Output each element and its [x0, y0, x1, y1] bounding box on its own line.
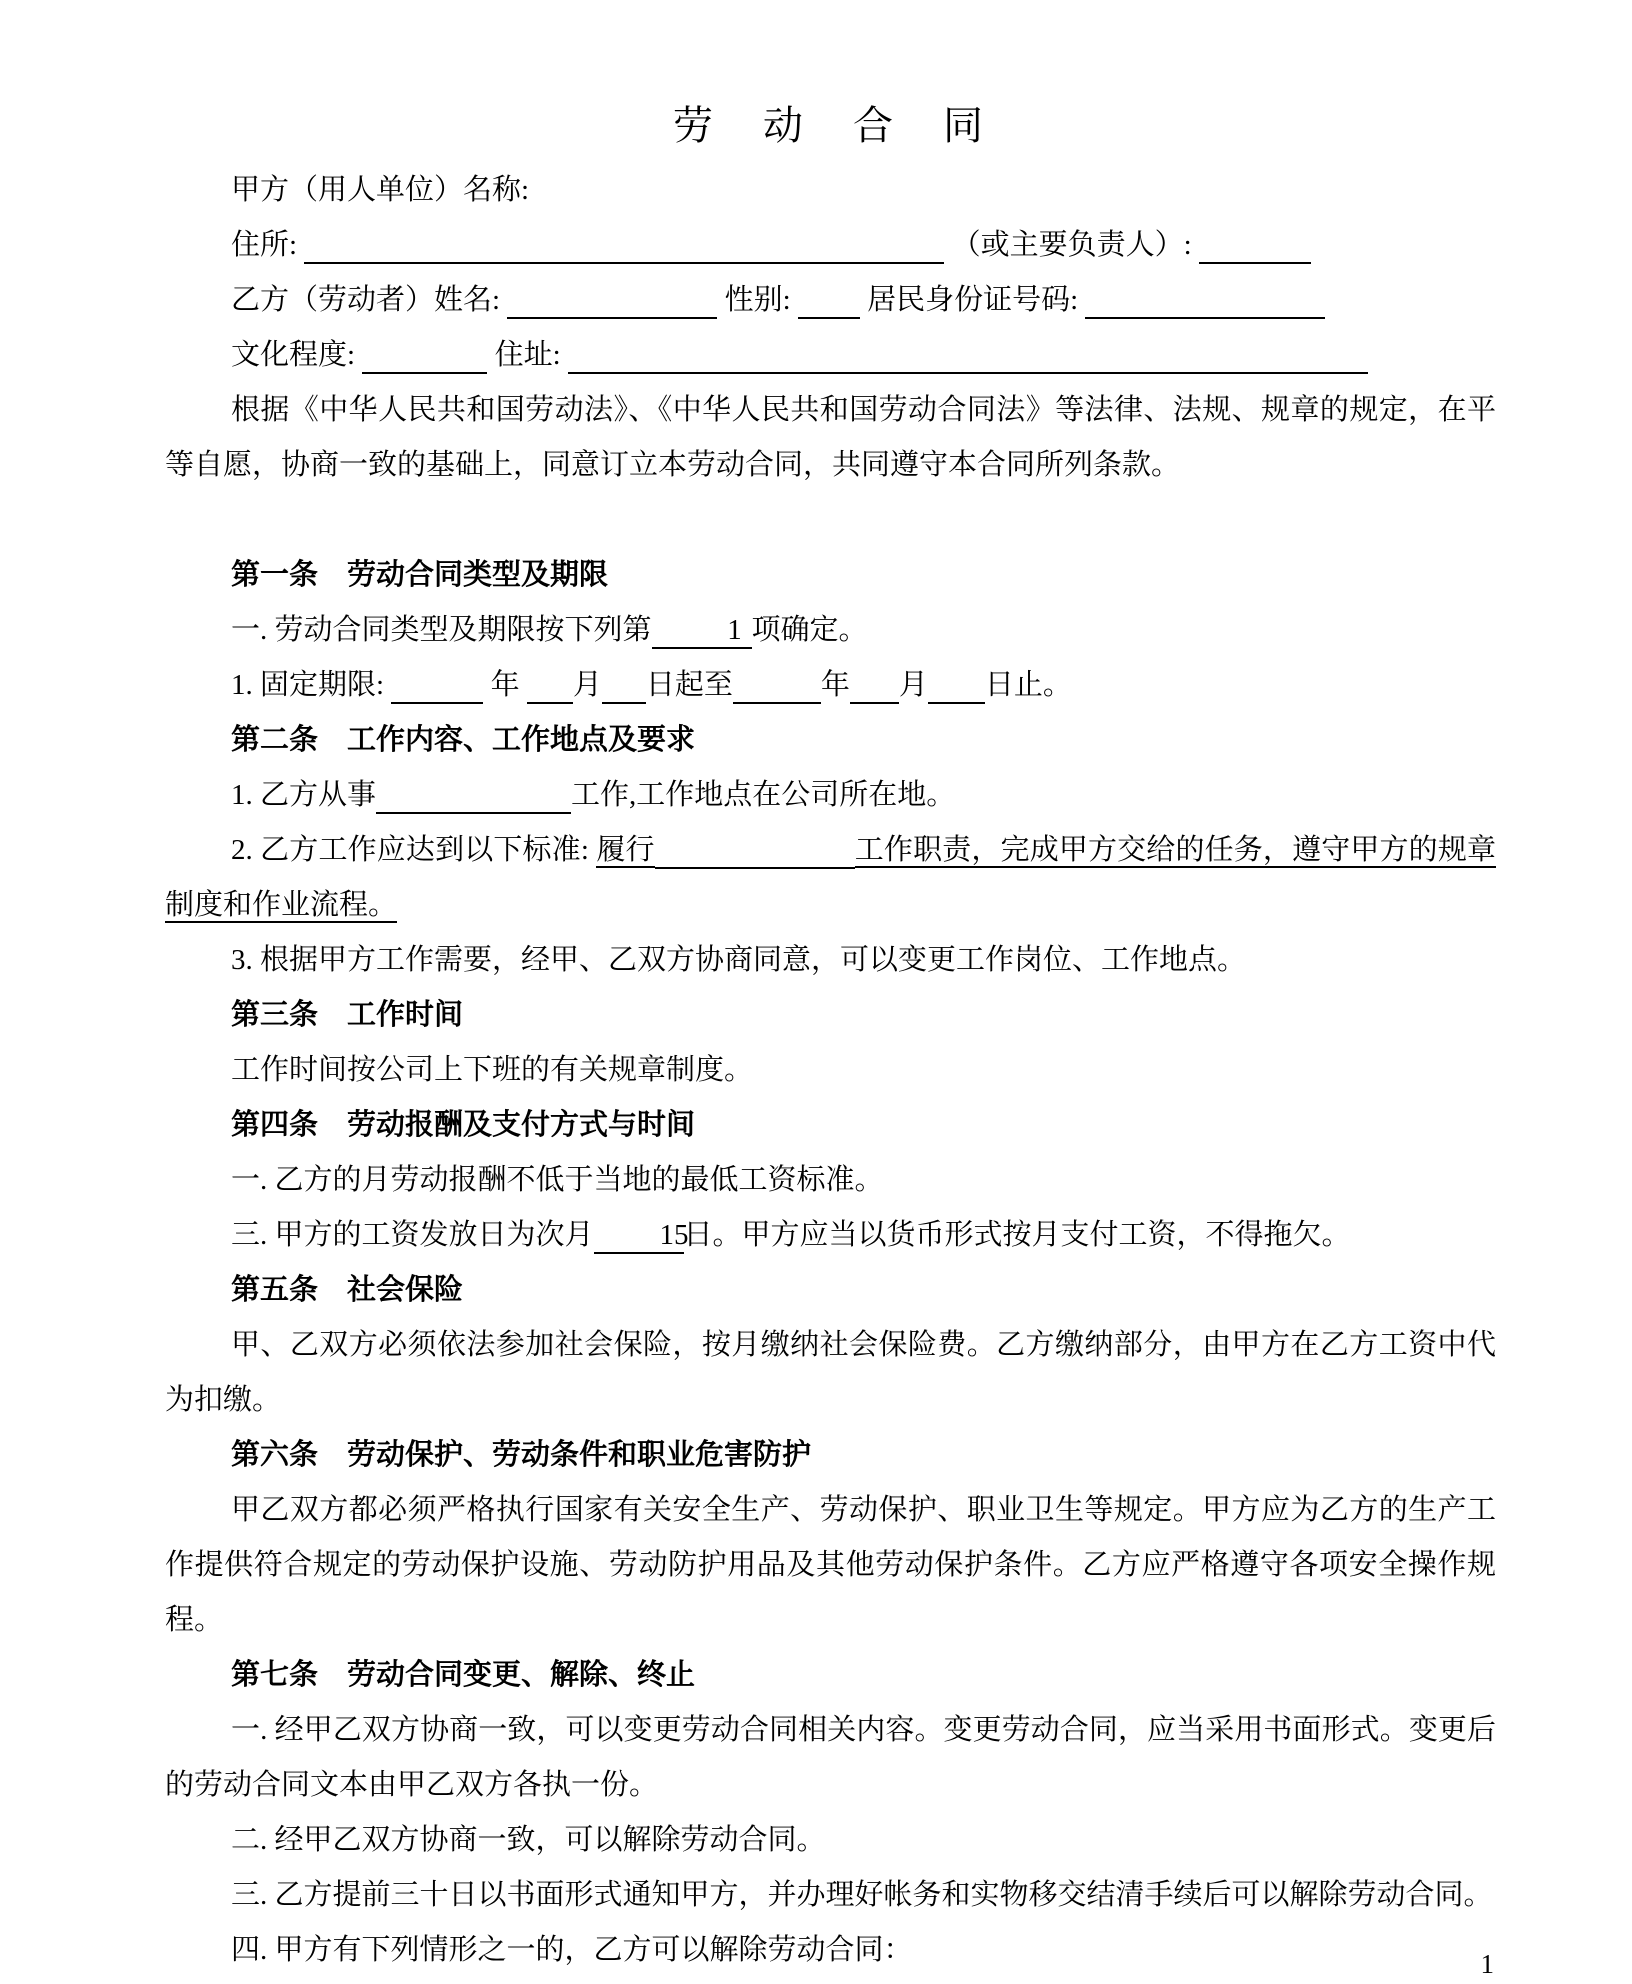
party-b-name-label: 乙方（劳动者）姓名:: [231, 284, 501, 316]
article5-body: 甲、乙双方必须依法参加社会保险，按月缴纳社会保险费。乙方缴纳部分，由甲方在乙方工资中代为扣缴。: [165, 1329, 1496, 1416]
article2-clause3: 3. 根据甲方工作需要，经甲、乙双方协商同意，可以变更工作岗位、工作地点。: [231, 944, 1247, 976]
duty-blank[interactable]: [655, 833, 855, 869]
document-title: 劳 动 合 同: [673, 103, 988, 148]
party-b-name-blank[interactable]: [507, 283, 717, 319]
article3-body: 工作时间按公司上下班的有关规章制度。: [231, 1054, 754, 1086]
address-blank[interactable]: [304, 228, 944, 264]
contract-type-option-blank[interactable]: 1 ​: [652, 613, 752, 649]
party-a-name-row: [165, 163, 1496, 218]
article1-clause1-post: 项确定。: [751, 614, 868, 646]
payday-blank[interactable]: 15 ​: [594, 1218, 684, 1254]
education-label: 文化程度:: [231, 339, 356, 371]
duty-underlined-pre: 履行: [596, 834, 655, 866]
page-number: 1: [1480, 1949, 1494, 1979]
gender-label: 性别:: [724, 284, 791, 316]
article1-heading: 第一条 劳动合同类型及期限: [231, 559, 609, 591]
article7-clause4: 四. 甲方有下列情形之一的，乙方可以解除劳动合同：: [231, 1934, 913, 1966]
article2-clause2: [165, 823, 1496, 933]
address-label: 住所:: [231, 229, 298, 261]
residence-label: 住址:: [494, 339, 561, 371]
article2-clause1: [165, 768, 1496, 823]
year1-label: 年: [490, 669, 520, 701]
month2-label: 月: [898, 669, 928, 701]
article2-clause1-post: 工作,工作地点在公司所在地。: [571, 779, 956, 811]
start-day-blank[interactable]: [602, 668, 646, 704]
end-day-blank[interactable]: [928, 668, 985, 704]
article2-heading: 第二条 工作内容、工作地点及要求: [231, 724, 696, 756]
id-number-blank[interactable]: [1085, 283, 1325, 319]
article5-heading: 第五条 社会保险: [231, 1274, 464, 1306]
end-month-blank[interactable]: [850, 668, 899, 704]
article4-heading: 第四条 劳动报酬及支付方式与时间: [231, 1109, 696, 1141]
payday-post: 日。甲方应当以货币形式按月支付工资，不得拖欠。: [683, 1219, 1351, 1251]
payday-pre: 三. 甲方的工资发放日为次月: [231, 1219, 594, 1251]
id-number-label: 居民身份证号码:: [867, 284, 1079, 316]
year2-label: 年: [820, 669, 850, 701]
article7-clause3: 三. 乙方提前三十日以书面形式通知甲方，并办理好帐务和实物移交结清手续后可以解除劳动合同。: [231, 1879, 1493, 1911]
work-standard-label: 2. 乙方工作应达到以下标准:: [231, 834, 589, 866]
principal-label: （或主要负责人）:: [951, 229, 1192, 261]
article6-heading: 第六条 劳动保护、劳动条件和职业危害防护: [231, 1439, 812, 1471]
residence-blank[interactable]: [568, 338, 1368, 374]
start-month-blank[interactable]: [527, 668, 573, 704]
preamble-paragraph: 根据《中华人民共和国劳动法》、《中华人民共和国劳动合同法》等法律、法规、规章的规定，在平等自愿，协商一致的基础上，同意订立本劳动合同，共同遵守本合同所列条款。: [165, 394, 1496, 481]
start-year-blank[interactable]: [391, 668, 483, 704]
gender-blank[interactable]: [798, 283, 860, 319]
end-label: 日止。: [984, 669, 1072, 701]
article4-clause2: [165, 1208, 1496, 1263]
blank-line: [165, 493, 1496, 548]
article1-clause2: [165, 658, 1496, 713]
job-title-blank[interactable]: [376, 778, 571, 814]
article4-clause1: 一. 乙方的月劳动报酬不低于当地的最低工资标准。: [231, 1164, 884, 1196]
article7-clause1: 一. 经甲乙双方协商一致，可以变更劳动合同相关内容。变更劳动合同，应当采用书面形式。变更后的劳动合同文本由甲乙双方各执一份。: [165, 1714, 1496, 1801]
month1-label: 月: [572, 669, 602, 701]
fixed-term-label: 1. 固定期限:: [231, 669, 385, 701]
article2-clause1-pre: 1. 乙方从事: [231, 779, 377, 811]
party-a-name-label: 甲方（用人单位）名称:: [231, 174, 530, 206]
education-residence-row: [165, 328, 1496, 383]
article3-heading: 第三条 工作时间: [231, 999, 464, 1031]
party-b-row: [165, 273, 1496, 328]
principal-blank[interactable]: [1199, 228, 1311, 264]
article7-heading: 第七条 劳动合同变更、解除、终止: [231, 1659, 696, 1691]
duty-underlined-post: 工作职责，完成甲方交给的任务，遵守甲方的规章制度和作业流程。: [165, 834, 1496, 921]
article6-body: 甲乙双方都必须严格执行国家有关安全生产、劳动保护、职业卫生等规定。甲方应为乙方的生产工作提供符合规定的劳动保护设施、劳动防护用品及其他劳动保护条件。乙方应严格遵守各项安全操作规程。: [165, 1494, 1496, 1636]
address-row: [165, 218, 1496, 273]
from-label: 日起至: [645, 669, 733, 701]
article1-clause1: [165, 603, 1496, 658]
contract-page: [165, 88, 1496, 1978]
education-blank[interactable]: [362, 338, 487, 374]
end-year-blank[interactable]: [733, 668, 821, 704]
article1-clause1-pre: 一. 劳动合同类型及期限按下列第: [231, 614, 652, 646]
article7-clause2: 二. 经甲乙双方协商一致，可以解除劳动合同。: [231, 1824, 826, 1856]
